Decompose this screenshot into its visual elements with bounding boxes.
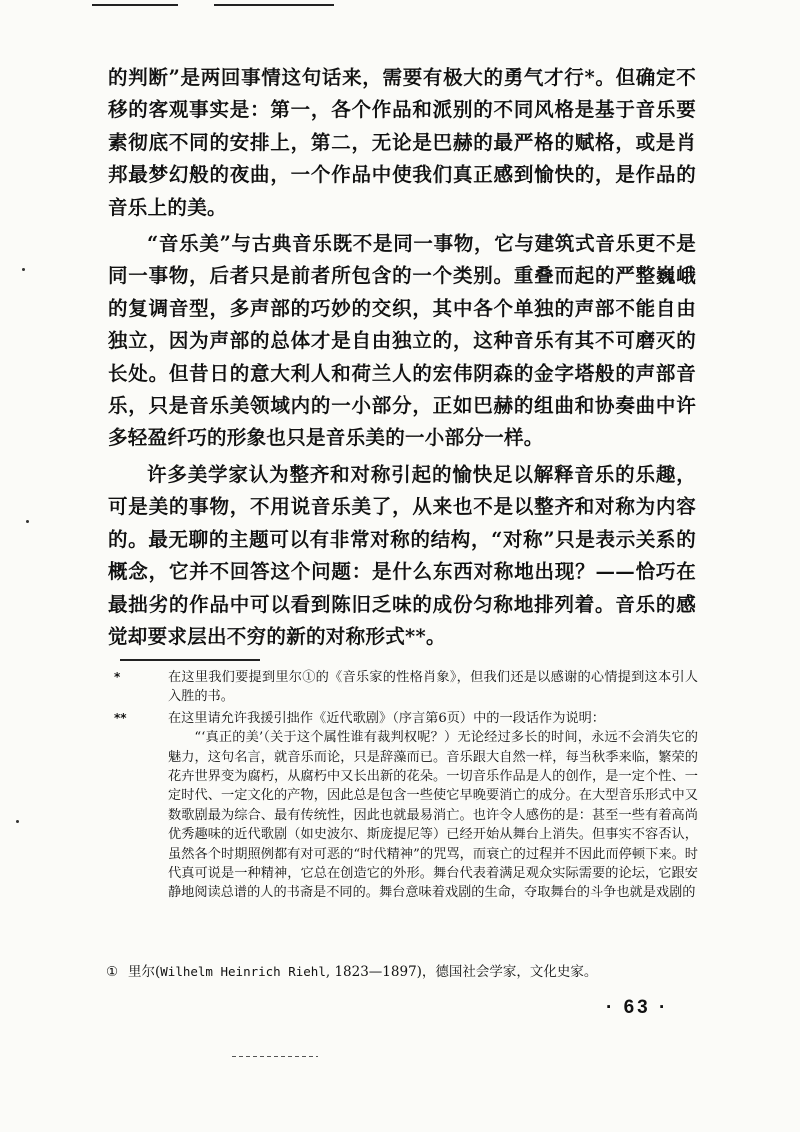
footnote-name-latin: Wilhelm Heinrich Riehl	[160, 964, 326, 979]
footnote-text: , 1823—1897)，德国社会学家，文化史家。	[325, 964, 598, 980]
notes	[114, 668, 698, 905]
note-text: 在这里请允许我援引拙作《近代歌剧》（序言第6页）中的一段话作为说明：	[168, 710, 605, 726]
footnote-mark: ①	[106, 964, 119, 980]
body-paragraph: 的判断”是两回事情这句话来，需要有极大的勇气才行*。但确定不移的客观事实是：第一，各个作品和派别的不同风格是基于音乐要素彻底不同的安排上，第二，无论是巴赫的最严格的赋格，或是肖邦最梦幻般的夜曲，一个作品中使我们真正感到愉快的，是作品的音乐上的美。	[108, 66, 696, 219]
note-mark: *	[114, 670, 121, 684]
footnote	[106, 962, 706, 982]
scan-speck	[26, 520, 29, 523]
scan-mark	[232, 1056, 318, 1057]
body-paragraph: 许多美学家认为整齐和对称引起的愉快足以解释音乐的乐趣，可是美的事物，不用说音乐美了，从来也不是以整齐和对称为内容的。最无聊的主题可以有非常对称的结构，“对称”只是表示关系的概念，它并不回答这个问题：是什么东西对称地出现？——恰巧在最拙劣的作品中可以看到陈旧乏味的成份匀称地排列着。音乐的感觉却要求层出不穷的新的对称形式**。	[108, 462, 696, 648]
scan-speck	[16, 820, 19, 823]
top-rule-right	[214, 4, 334, 6]
top-rule-left	[92, 4, 178, 6]
main-text	[108, 62, 696, 653]
footnote-name-cn: 里尔(	[128, 964, 161, 980]
note-text: 在这里我们要提到里尔①的《音乐家的性格肖象》，但我们还是以感谢的心情提到这本引人入胜的书。	[168, 670, 698, 705]
note	[114, 709, 698, 903]
scan-speck	[22, 268, 25, 271]
note-quote: “‘真正的美’（关于这个属性谁有裁判权呢？）无论经过多长的时间，永远不会消失它的魅力，这句名言，就音乐而论，只是辞藻而已。音乐跟大自然一样，每当秋季来临，繁荣的花卉世界变为腐朽，从腐朽中又长出新的花朵。一切音乐作品是人的创作，是一定个性、一定时代、一定文化的产物，因此总是包含一些使它早晚要消亡的成分。在大型音乐形式中又数歌剧最为综合、最有传统性，因此也就最易消亡。也许令人感伤的是：甚至一些有着高尚优秀趣味的近代歌剧（如史波尔、斯庞提尼等）已经开始从舞台上消失。但事实不容否认，虽然各个时期照例都有对可恶的“时代精神”的咒骂，而衰亡的过程并不因此而停顿下来。时代真可说是一种精神，它总在创造它的外形。舞台代表着满足观众实际需要的论坛，它跟安静地阅读总谱的人的书斋是不同的。舞台意味着戏剧的生命，夺取舞台的斗争也就是戏剧的	[168, 730, 698, 901]
note-mark: **	[114, 710, 127, 725]
footnote-separator	[120, 659, 260, 661]
body-paragraph: “音乐美”与古典音乐既不是同一事物，它与建筑式音乐更不是同一事物，后者只是前者所包含的一个类别。重叠而起的严整巍峨的复调音型，多声部的巧妙的交织，其中各个单独的声部不能自由独立，因为声部的总体才是自由独立的，这种音乐有其不可磨灭的长处。但昔日的意大利人和荷兰人的宏伟阴森的金字塔般的声部音乐，只是音乐美领域内的一小部分，正如巴赫的组曲和协奏曲中许多轻盈纤巧的形象也只是音乐美的一小部分一样。	[108, 232, 696, 450]
page-number: · 63 ·	[606, 997, 669, 1018]
note	[114, 668, 698, 707]
